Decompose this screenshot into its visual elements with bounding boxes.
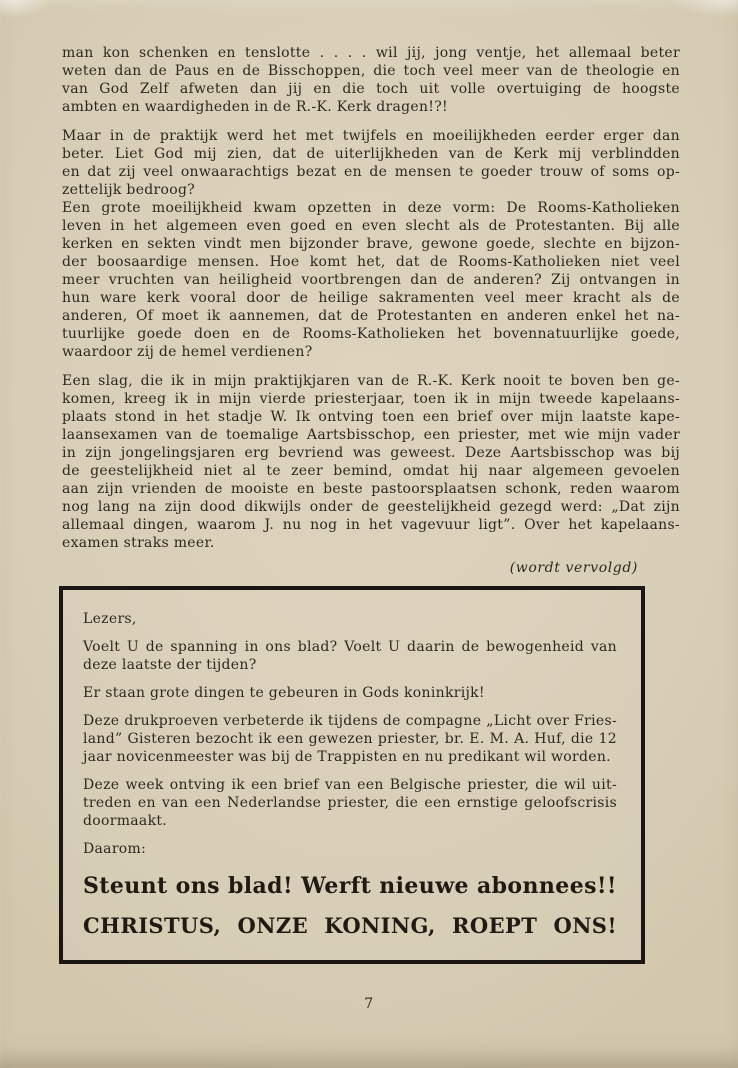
text-line: en dat zij veel onwaarachtigs bezat en de mensen te goeder trouw of soms op- (62, 164, 680, 180)
text-line: anderen, Of moet ik aannemen, dat de Protestanten en anderen enkel het na- (62, 308, 680, 324)
page-content (62, 44, 680, 964)
paragraph (62, 127, 680, 199)
notice-box-text (83, 610, 617, 858)
text-line: Daarom: (83, 841, 147, 857)
text-line: Een slag, die ik in mijn praktijkjaren van de R.-K. Kerk nooit te boven ben ge- (62, 373, 680, 389)
continuation-note: (wordt vervolgd) (509, 560, 638, 576)
text-line: Er staan grote dingen te gebeuren in Gods koninkrijk! (83, 685, 485, 701)
text-line: weten dan de Paus en de Bisschoppen, die toch veel meer van de theologie en (62, 63, 680, 79)
text-line: der boosaardige mensen. Hoe komt het, dat de Rooms-Katholieken niet veel (62, 254, 680, 270)
text-line: treden en van een Nederlandse priester, die een ernstige geloofscrisis (83, 795, 617, 811)
text-line: tuurlijke goede doen en de Rooms-Katholieken het bovennatuurlijke goede, (62, 326, 680, 342)
text-line: laansexamen van de toemalige Aartsbisschop, een priester, met wie mijn vader (62, 427, 680, 443)
article-body-text (62, 44, 680, 552)
text-line: Lezers, (83, 611, 137, 627)
paragraph (62, 199, 680, 361)
text-line: beter. Liet God mij zien, dat de uiterlijkheden van de Kerk mij verblindden (62, 146, 680, 162)
text-line: plaats stond in het stadje W. Ik ontving toen een brief over mijn laatste kape- (62, 409, 680, 425)
slogan-primary: Steunt ons blad! Werft nieuwe abonnees!! (83, 873, 617, 899)
paragraph (62, 372, 680, 552)
text-line: aan zijn vrienden de mooiste en beste pastoorsplaatsen schonk, reden waarom (62, 481, 680, 497)
text-line: leven in het algemeen even goed en even slecht als de Protestanten. Bij alle (62, 218, 680, 234)
text-line: van God Zelf afweten dan jij en die toch uit volle overtuiging de hoogste (62, 81, 680, 97)
text-line: waardoor zij de hemel verdienen? (62, 344, 313, 360)
paragraph (62, 44, 680, 116)
text-line: zettelijk bedroog? (62, 182, 196, 198)
text-line: Maar in de praktijk werd het met twijfels en moeilijkheden eerder erger dan (62, 128, 680, 144)
paragraph (83, 840, 617, 858)
text-line: land” Gisteren bezocht ik een gewezen priester, br. E. M. A. Huf, die 12 (83, 731, 617, 747)
text-line: nog lang na zijn dood dikwijls onder de geestelijkheid gezegd werd: „Dat zijn (62, 499, 680, 515)
text-line: Voelt U de spanning in ons blad? Voelt U daarin de bewogenheid van (83, 639, 617, 655)
text-line: de geestelijkheid niet al te zeer bemind, omdat hij naar algemeen gevoelen (62, 463, 680, 479)
text-line: meer vruchten van heiligheid voortbrengen dan de anderen? Zij ontvangen in (62, 272, 680, 288)
text-line: komen, kreeg ik in mijn vierde priesterjaar, toen ik in mijn tweede kapelaans- (62, 391, 680, 407)
text-line: in zijn jongelingsjaren erg bevriend was geweest. Deze Aartsbisschop was bij (62, 445, 680, 461)
text-line: ambten en waardigheden in de R.-K. Kerk dragen!?! (62, 99, 448, 115)
text-line: man kon schenken en tenslotte . . . . wil jij, jong ventje, het allemaal beter (62, 45, 680, 61)
text-line: Deze week ontving ik een brief van een Belgische priester, die wil uit- (83, 777, 617, 793)
text-line: allemaal dingen, waarom J. nu nog in het vagevuur ligt”. Over het kapelaans- (62, 517, 680, 533)
text-line: doormaakt. (83, 813, 168, 829)
notice-box (59, 586, 645, 964)
paragraph (83, 712, 617, 766)
text-line: Een grote moeilijkheid kwam opzetten in deze vorm: De Rooms-Katholieken (62, 200, 680, 216)
page-number: 7 (364, 996, 374, 1012)
text-line: Deze drukproeven verbeterde ik tijdens de compagne „Licht over Fries- (83, 713, 617, 729)
text-line: hun ware kerk vooral door de heilige sakramenten veel meer kracht als de (62, 290, 680, 306)
paragraph (83, 610, 617, 628)
paragraph (83, 776, 617, 830)
paragraph (83, 638, 617, 674)
text-line: jaar novicenmeester was bij de Trappisten en nu predikant wil worden. (83, 749, 611, 765)
text-line: examen straks meer. (62, 535, 215, 551)
text-line: kerken en sekten vindt men bijzonder brave, gewone goede, slechte en bijzon- (62, 236, 680, 252)
text-line: deze laatste der tijden? (83, 657, 257, 673)
slogan-secondary: CHRISTUS, ONZE KONING, ROEPT ONS! (83, 913, 617, 938)
paragraph (83, 684, 617, 702)
